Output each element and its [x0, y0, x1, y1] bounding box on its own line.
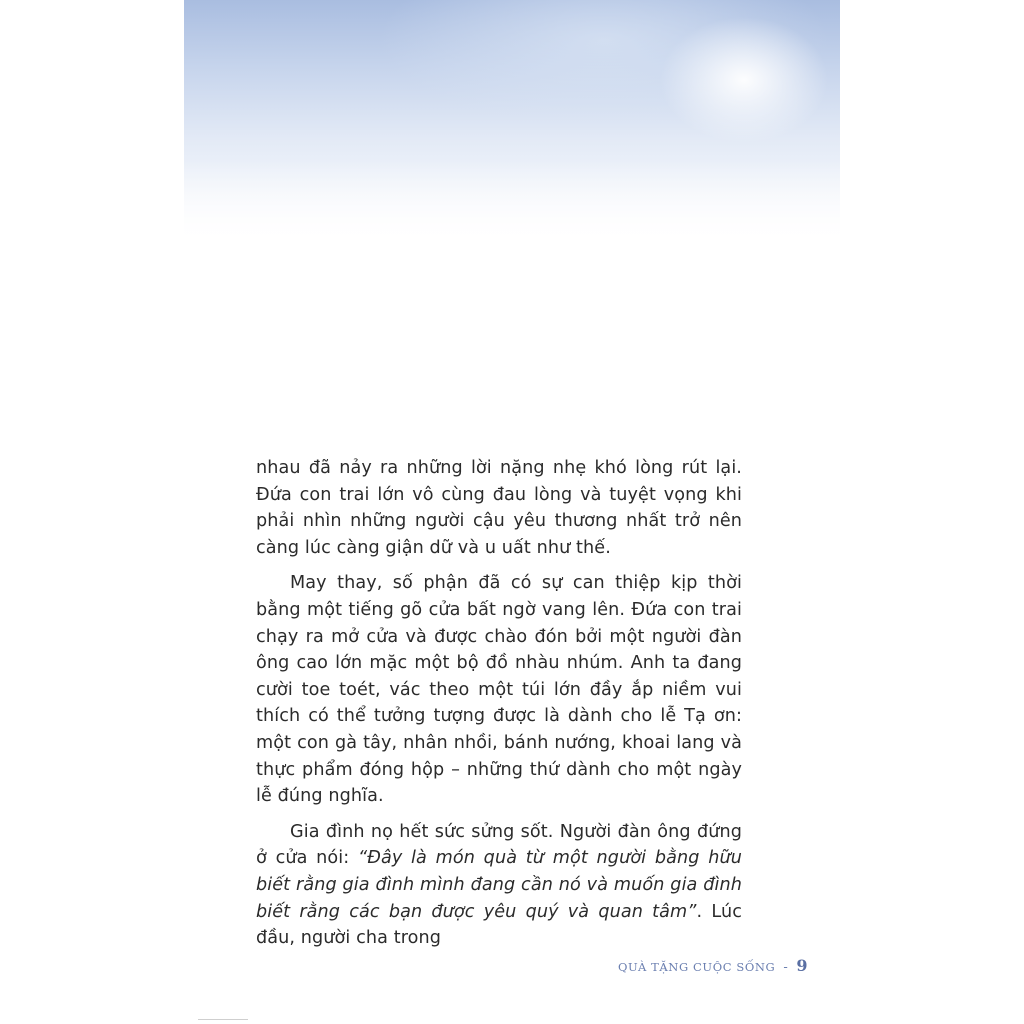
- paragraph-3-quote: “Đây là món quà từ một người bằng hữu biết rằng gia đình mình đang cần nó và muốn gia đình biết rằng các bạn được yêu quý và quan tâm”: [256, 848, 742, 922]
- paragraph-1: nhau đã nảy ra những lời nặng nhẹ khó lòng rút lại. Đứa con trai lớn vô cùng đau lòng và tuyệt vọng khi phải nhìn những người cậu yêu thương nhất trở nên càng lúc càng giận dữ và u uất như thế.: [256, 458, 742, 558]
- sky-fade: [184, 160, 840, 250]
- paragraph-2: May thay, số phận đã có sự can thiệp kịp thời bằng một tiếng gõ cửa bất ngờ vang lên. Đứa con trai chạy ra mở cửa và được chào đón bởi một người đàn ông cao lớn mặc một bộ đồ nhàu nhúm. Anh ta đang cười toe toét, vác theo một túi lớn đầy ắp niềm vui thích có thể tưởng tượng được là dành cho lễ Tạ ơn: một con gà tây, nhân nhồi, bánh nướng, khoai lang và thực phẩm đóng hộp – những thứ dành cho một ngày lễ đúng nghĩa.: [256, 573, 742, 807]
- paragraph-3-outro: . Lúc đầu, người cha trong: [256, 901, 742, 949]
- page-number: 9: [796, 956, 809, 975]
- page-footer: [618, 956, 808, 975]
- scan-edge-mark: [198, 1019, 248, 1020]
- paragraph-3: [256, 819, 742, 952]
- book-title: QUÀ TẶNG CUỘC SỐNG: [618, 960, 776, 974]
- footer-separator: -: [783, 960, 789, 975]
- paragraph-3-intro: Gia đình nọ hết sức sửng sốt. Người đàn ông đứng ở cửa nói:: [256, 821, 742, 869]
- body-text: [256, 455, 742, 961]
